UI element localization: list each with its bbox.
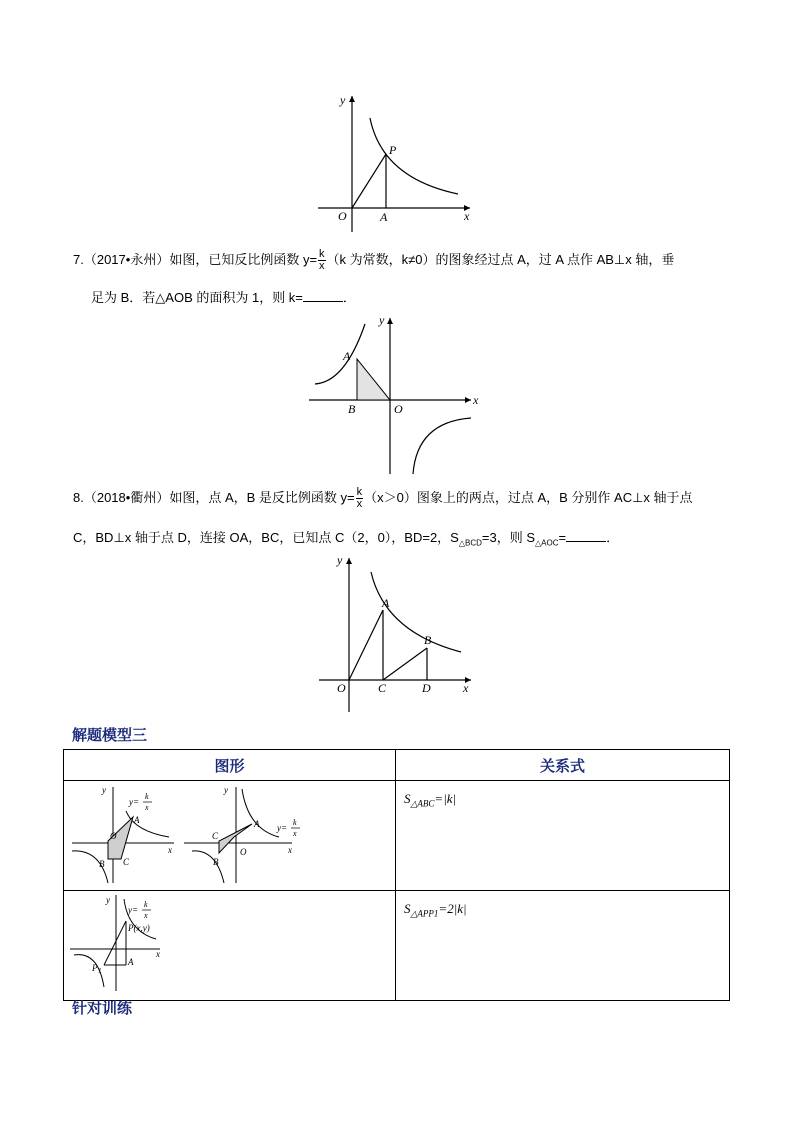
row1-relation: $S_{\triangle ABC}=|k|$ bbox=[404, 791, 457, 809]
svg-text:k: k bbox=[293, 818, 297, 827]
svg-text:x: x bbox=[156, 949, 160, 959]
label-x: x bbox=[463, 681, 469, 695]
svg-text:x: x bbox=[293, 829, 297, 838]
svg-text:C: C bbox=[123, 857, 130, 867]
q8-number: 8. bbox=[73, 489, 84, 505]
y-arrow bbox=[349, 96, 355, 102]
model3-table bbox=[63, 749, 730, 1001]
q7-answer-blank[interactable] bbox=[303, 287, 343, 302]
svg-text:P(x,y): P(x,y) bbox=[128, 923, 150, 933]
svg-text:k: k bbox=[144, 900, 148, 909]
segment-oa bbox=[349, 610, 383, 680]
row1-figures bbox=[64, 781, 395, 885]
header-relation: 关系式 bbox=[396, 750, 730, 781]
svg-text:A: A bbox=[254, 819, 260, 829]
q8-line2: C，BD⊥x 轴于点 D，连接 OA，BC，已知点 C（2，0），BD=2，$S_{\triangle BCD}=3$，则 $S_{\triangle AOC}=$ ． bbox=[73, 527, 619, 554]
svg-text:P: P bbox=[92, 963, 98, 973]
svg-text:1: 1 bbox=[98, 967, 102, 975]
svg-text:x: x bbox=[144, 911, 148, 920]
q7-fraction: $\frac{k}{x}$ bbox=[319, 248, 325, 272]
hyperbola-curve bbox=[370, 118, 458, 194]
label-y: y bbox=[337, 553, 343, 567]
label-o: O bbox=[394, 402, 403, 416]
label-o: O bbox=[337, 681, 346, 695]
label-b: B bbox=[348, 402, 356, 416]
row2-relation-cell bbox=[396, 891, 730, 1001]
q7-text-a: 如图，已知反比例函数 y= bbox=[169, 251, 318, 267]
svg-text:x: x bbox=[168, 845, 172, 855]
q8-source: （2018•衢州） bbox=[83, 489, 170, 505]
label-o: O bbox=[338, 209, 347, 223]
label-a: A bbox=[382, 596, 390, 610]
svg-text:y: y bbox=[102, 785, 106, 795]
svg-text:y=: y= bbox=[128, 905, 139, 915]
label-p: P bbox=[389, 143, 397, 157]
label-x: x bbox=[473, 393, 479, 407]
q8-answer-blank[interactable] bbox=[566, 527, 606, 542]
hyperbola-curve bbox=[371, 572, 461, 652]
label-b: B bbox=[424, 633, 432, 647]
q7-number: 7. bbox=[73, 251, 84, 267]
row1-figure-cell bbox=[64, 781, 396, 891]
model3-title: 解题模型三 bbox=[72, 726, 148, 744]
svg-text:A: A bbox=[128, 957, 134, 967]
svg-text:O: O bbox=[110, 831, 117, 841]
svg-text:y=: y= bbox=[277, 823, 288, 833]
q7-line1 bbox=[73, 249, 674, 272]
label-y: y bbox=[379, 313, 385, 327]
row2-figure-cell bbox=[64, 891, 396, 1001]
row2-figures bbox=[64, 891, 395, 995]
svg-text:O: O bbox=[240, 847, 247, 857]
q7-text-b: （k 为常数，k≠0）的图象经过点 A，过 A 点作 AB⊥x 轴，垂 bbox=[326, 251, 675, 267]
svg-text:k: k bbox=[145, 792, 149, 801]
hyperbola-branch-right bbox=[413, 418, 471, 474]
svg-text:A: A bbox=[134, 815, 140, 825]
svg-text:y: y bbox=[224, 785, 228, 795]
label-x: x bbox=[464, 209, 470, 223]
svg-text:C: C bbox=[212, 831, 219, 841]
figure-top-graph bbox=[310, 88, 490, 238]
figure-q7-graph bbox=[305, 312, 485, 477]
segment-op bbox=[352, 154, 386, 208]
label-a: A bbox=[380, 210, 388, 224]
segment-bc bbox=[383, 648, 427, 680]
q7-source: （2017•永州） bbox=[83, 251, 170, 267]
svg-text:x: x bbox=[288, 845, 292, 855]
label-c: C bbox=[378, 681, 387, 695]
q7-line2: 足为 B．若△AOB 的面积为 1，则 k= ． bbox=[91, 287, 356, 308]
svg-text:x: x bbox=[145, 803, 149, 812]
svg-text:y: y bbox=[106, 895, 110, 905]
q8-fraction: $\frac{k}{x}$ bbox=[356, 486, 363, 510]
header-figure: 图形 bbox=[64, 750, 396, 781]
label-a: A bbox=[343, 349, 351, 363]
row1-relation-cell bbox=[396, 781, 730, 891]
figure-q8-graph bbox=[315, 552, 485, 714]
label-y: y bbox=[340, 93, 346, 107]
q8-line1: 8.（2018•衢州）如图，点 A，B 是反比例函数 y= $\frac{k}{x}$ （x＞0）图象上的两点，过点 A，B 分别作 AC⊥x 轴于点 bbox=[73, 486, 693, 510]
training-title: 针对训练 bbox=[72, 999, 133, 1017]
label-d: D bbox=[422, 681, 431, 695]
svg-text:y=: y= bbox=[129, 797, 140, 807]
svg-text:B: B bbox=[213, 857, 219, 867]
svg-text:B: B bbox=[99, 859, 105, 869]
triangle-aob bbox=[357, 359, 390, 400]
row2-relation: $S_{\triangle APP1}=2|k|$ bbox=[404, 901, 467, 919]
